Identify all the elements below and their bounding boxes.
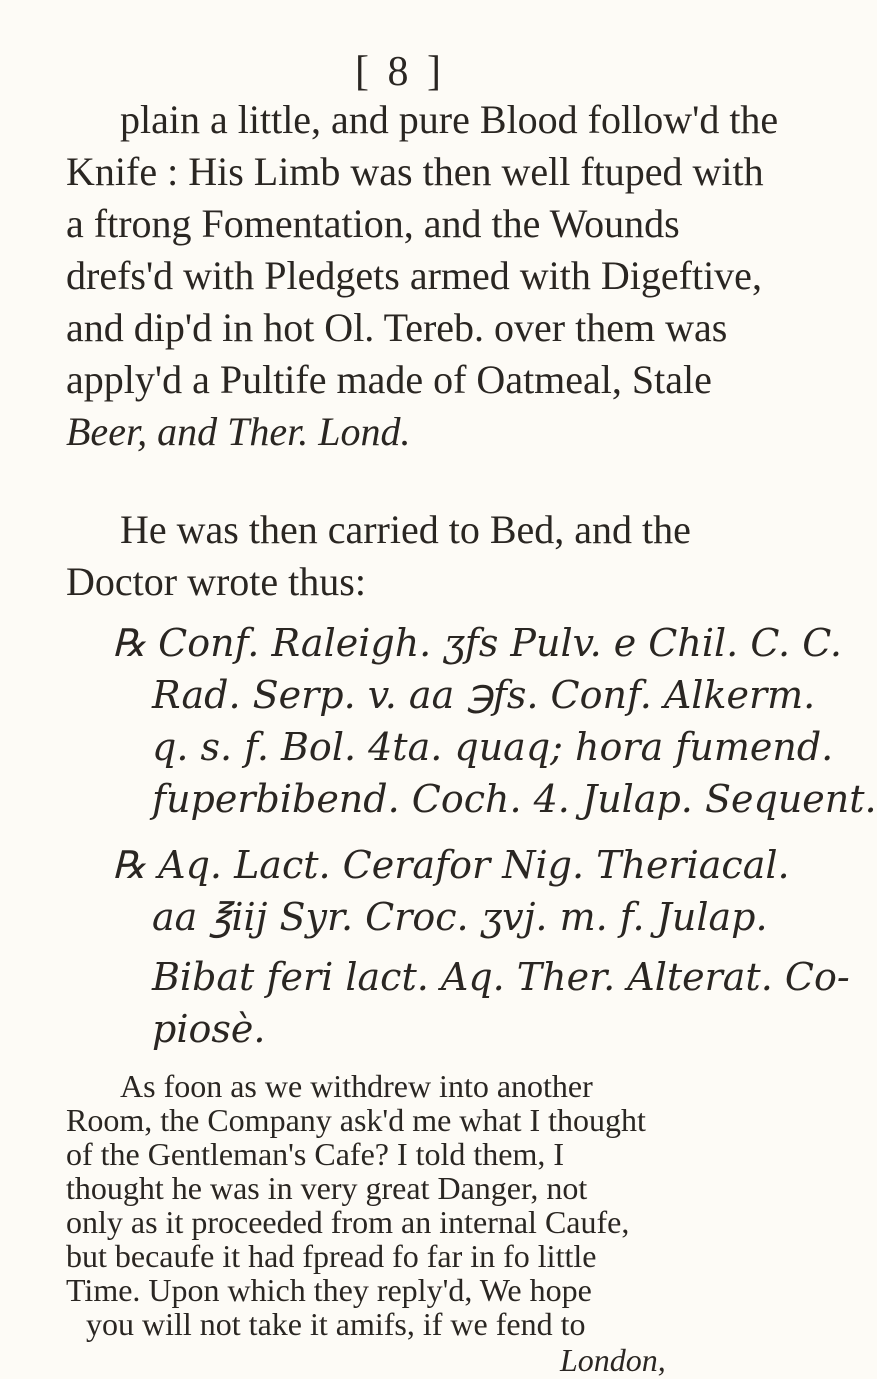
text-line: Time. Upon which they reply'd, We hope <box>66 1272 592 1308</box>
recipe-line: ℞ Aq. Lact. Cerafor Nig. Theriacal. <box>112 843 790 887</box>
recipe-line: piosè. <box>152 1007 266 1051</box>
recipe-line: q. s. f. Bol. 4ta. quaq; hora fumend. <box>152 725 834 769</box>
paragraph-start: He was then carried to Bed, and the <box>120 507 691 552</box>
text-line: Room, the Company ask'd me what I thought <box>66 1102 646 1138</box>
text-line: Knife : His Limb was then well ftuped with <box>66 149 764 194</box>
text-line: Beer, and Ther. Lond. <box>66 409 411 454</box>
text-line: thought he was in very great Danger, not <box>66 1170 588 1206</box>
text-line: Doctor wrote thus: <box>66 559 366 604</box>
recipe-line: fuperbibend. Coch. 4. Julap. Sequent. <box>152 777 877 821</box>
text-line: apply'd a Pultife made of Oatmeal, Stale <box>66 357 712 402</box>
page-number: [ 8 ] <box>355 49 445 95</box>
text-line: only as it proceeded from an internal Caufe, <box>66 1204 630 1240</box>
recipe-line: Bibat feri lact. Aq. Ther. Alterat. Co- <box>152 955 850 999</box>
text-line: plain a little, and pure Blood follow'd the <box>120 97 779 142</box>
text-line: of the Gentleman's Cafe? I told them, I <box>66 1136 565 1172</box>
recipe-line: aa ℥iij Syr. Croc. ʒvj. m. f. Julap. <box>152 895 768 939</box>
recipe-line: ℞ Conf. Raleigh. ʒfs Pulv. e Chil. C. C. <box>112 621 842 665</box>
text-line: but becaufe it had fpread fo far in fo little <box>66 1238 597 1274</box>
text-line: you will not take it amifs, if we fend to <box>86 1306 586 1342</box>
recipe-line: Rad. Serp. v. aa ℈fs. Conf. Alkerm. <box>152 673 816 717</box>
text-line: and dip'd in hot Ol. Tereb. over them was <box>66 305 728 350</box>
text-line: drefs'd with Pledgets armed with Digeftive, <box>66 253 762 298</box>
paragraph-start: As foon as we withdrew into another <box>120 1068 593 1104</box>
text-line: a ftrong Fomentation, and the Wounds <box>66 201 680 246</box>
catchword: London, <box>560 1342 666 1378</box>
